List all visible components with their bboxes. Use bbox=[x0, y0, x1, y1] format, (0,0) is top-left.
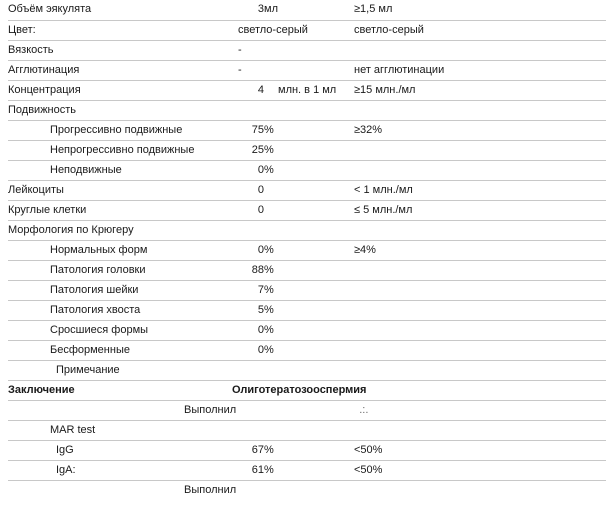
table-row bbox=[8, 120, 606, 140]
row-value: 5 bbox=[232, 300, 264, 320]
row-value: 0 bbox=[232, 240, 264, 260]
performed-by-1 bbox=[8, 400, 606, 420]
row-value: 0 bbox=[232, 200, 264, 220]
row-label: Сросшиеся формы bbox=[8, 320, 232, 340]
row-value: светло-серый bbox=[232, 20, 354, 40]
table-row bbox=[8, 260, 606, 280]
row-value: 88 bbox=[232, 260, 264, 280]
performed-by-label-2: Выполнил bbox=[184, 483, 237, 496]
row-label-note: Примечание bbox=[8, 360, 606, 380]
row-value: 61 bbox=[232, 460, 264, 480]
row-label: Круглые клетки bbox=[8, 200, 232, 220]
row-reference bbox=[354, 40, 606, 60]
row-value: 0 bbox=[232, 320, 264, 340]
row-unit: % bbox=[264, 460, 354, 480]
performed-by-label-1: Выполнил bbox=[184, 403, 237, 416]
table-row bbox=[8, 20, 606, 40]
row-value: 25 bbox=[232, 140, 264, 160]
row-reference bbox=[354, 260, 606, 280]
table-row bbox=[8, 200, 606, 220]
row-label: Патология хвоста bbox=[8, 300, 232, 320]
row-value: - bbox=[232, 60, 354, 80]
table-row bbox=[8, 80, 606, 100]
table-row bbox=[8, 440, 606, 460]
table-row bbox=[8, 460, 606, 480]
row-value: 0 bbox=[232, 160, 264, 180]
semen-analysis-table bbox=[8, 0, 606, 500]
row-reference bbox=[354, 140, 606, 160]
row-label: Лейкоциты bbox=[8, 180, 232, 200]
section-header-kruger: Морфология по Крюгеру bbox=[8, 220, 606, 240]
row-unit: млн. в 1 мл bbox=[264, 80, 354, 100]
row-label: Неподвижные bbox=[8, 160, 232, 180]
row-unit: % bbox=[264, 440, 354, 460]
row-label: IgA: bbox=[8, 460, 232, 480]
table-row bbox=[8, 300, 606, 320]
table-row bbox=[8, 240, 606, 260]
row-label: Патология головки bbox=[8, 260, 232, 280]
row-reference: <50% bbox=[354, 460, 606, 480]
row-reference bbox=[354, 340, 606, 360]
row-unit: % bbox=[264, 160, 354, 180]
row-label: Концентрация bbox=[8, 80, 232, 100]
row-value: 7 bbox=[232, 280, 264, 300]
row-value: 0 bbox=[232, 340, 264, 360]
row-unit: % bbox=[264, 320, 354, 340]
row-reference bbox=[354, 160, 606, 180]
table-row bbox=[8, 280, 606, 300]
row-unit: % bbox=[264, 340, 354, 360]
conclusion-value: Олиготератозооспермия bbox=[232, 380, 606, 400]
row-unit: % bbox=[264, 140, 354, 160]
row-label: Нормальных форм bbox=[8, 240, 232, 260]
row-label: Патология шейки bbox=[8, 280, 232, 300]
row-label: Объём эякулята bbox=[8, 0, 232, 20]
row-reference: ≥15 млн./мл bbox=[354, 80, 606, 100]
row-value: - bbox=[232, 40, 354, 60]
row-value: 67 bbox=[232, 440, 264, 460]
row-reference: нет агглютинации bbox=[354, 60, 606, 80]
table-row bbox=[8, 40, 606, 60]
section-header-motility: Подвижность bbox=[8, 100, 606, 120]
row-unit: % bbox=[264, 240, 354, 260]
signature-placeholder-1: .:. bbox=[359, 403, 369, 416]
row-value: 75 bbox=[232, 120, 264, 140]
table-row bbox=[8, 100, 606, 120]
table-row bbox=[8, 60, 606, 80]
table-row bbox=[8, 220, 606, 240]
row-value: 0 bbox=[232, 180, 264, 200]
row-label: Цвет: bbox=[8, 20, 232, 40]
signature-row-2 bbox=[8, 480, 606, 500]
row-reference bbox=[354, 300, 606, 320]
section-header-mar-test: MAR test bbox=[8, 420, 606, 440]
row-unit: % bbox=[264, 120, 354, 140]
row-reference: < 1 млн./мл bbox=[354, 180, 606, 200]
conclusion-label: Заключение bbox=[8, 380, 232, 400]
table-row bbox=[8, 320, 606, 340]
row-unit: % bbox=[264, 260, 354, 280]
row-reference bbox=[354, 280, 606, 300]
row-label: Агглютинация bbox=[8, 60, 232, 80]
row-reference: <50% bbox=[354, 440, 606, 460]
signature-row-1 bbox=[8, 400, 606, 420]
row-label: Прогрессивно подвижные bbox=[8, 120, 232, 140]
row-unit bbox=[264, 180, 354, 200]
row-label: Вязкость bbox=[8, 40, 232, 60]
row-reference: ≥32% bbox=[354, 120, 606, 140]
mar-test-header-row bbox=[8, 420, 606, 440]
row-label: Бесформенные bbox=[8, 340, 232, 360]
table-row bbox=[8, 360, 606, 380]
row-label: IgG bbox=[8, 440, 232, 460]
row-reference: ≥1,5 мл bbox=[354, 0, 606, 20]
table-row bbox=[8, 140, 606, 160]
table-row bbox=[8, 160, 606, 180]
performed-by-2 bbox=[8, 480, 606, 500]
row-value: 4 bbox=[232, 80, 264, 100]
row-reference: ≤ 5 млн./мл bbox=[354, 200, 606, 220]
table-row bbox=[8, 340, 606, 360]
table-row bbox=[8, 0, 606, 20]
table-row bbox=[8, 180, 606, 200]
row-unit bbox=[264, 200, 354, 220]
row-unit: мл bbox=[264, 0, 354, 20]
row-reference: ≥4% bbox=[354, 240, 606, 260]
row-reference bbox=[354, 320, 606, 340]
row-label: Непрогрессивно подвижные bbox=[8, 140, 232, 160]
row-reference: светло-серый bbox=[354, 20, 606, 40]
row-unit: % bbox=[264, 280, 354, 300]
conclusion-row bbox=[8, 380, 606, 400]
row-unit: % bbox=[264, 300, 354, 320]
row-value: 3 bbox=[232, 0, 264, 20]
